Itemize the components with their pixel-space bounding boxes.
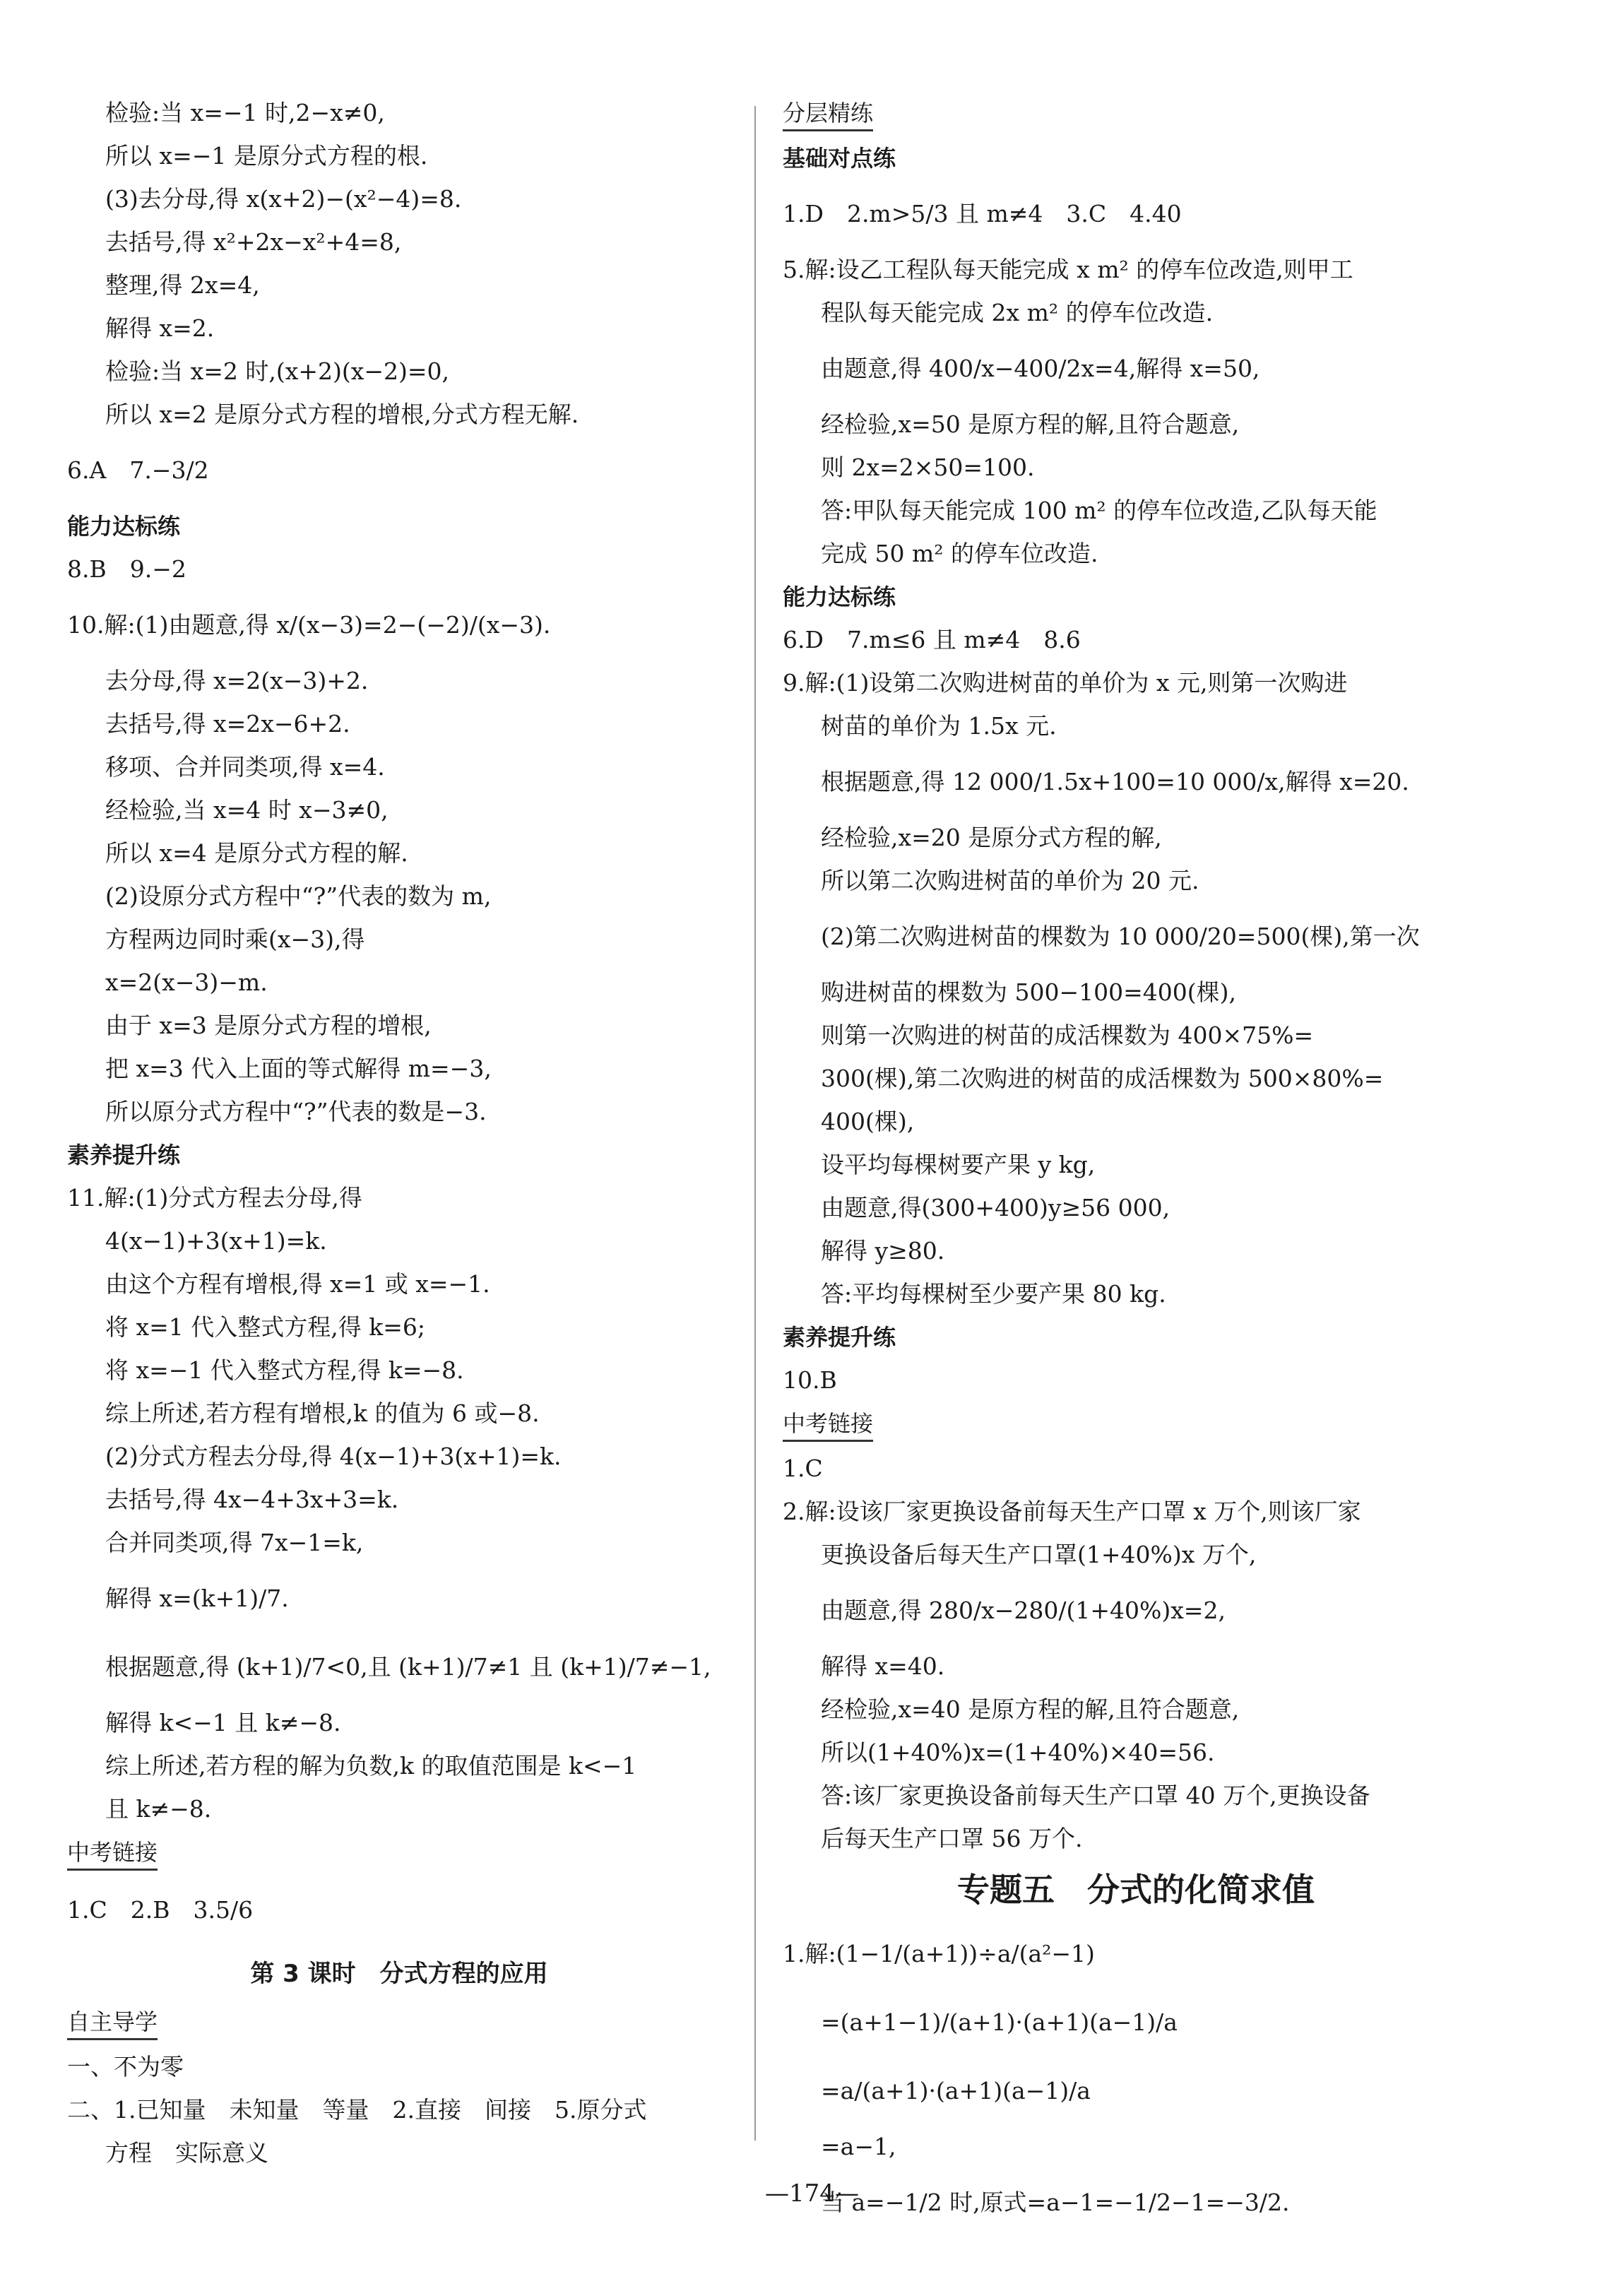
text-line: 合并同类项,得 7x−1=k, [105,1529,364,1556]
text-line: (3)去分母,得 x(x+2)−(x²−4)=8. [105,185,462,213]
text-line: 所以 x=−1 是原分式方程的根. [105,142,428,170]
text-line: 10.B [783,1366,837,1394]
text-line: 根据题意,得 12 000/1.5x+100=10 000/x,解得 x=20. [821,768,1409,795]
text-line: 把 x=3 代入上面的等式解得 m=−3, [105,1055,492,1082]
page-number: —174— [765,2179,859,2208]
text-line: =a−1, [821,2133,896,2160]
text-line: 所以(1+40%)x=(1+40%)×40=56. [821,1739,1215,1766]
text-line: (2)第二次购进树苗的棵数为 10 000/20=500(棵),第一次 [821,923,1420,950]
text-line: 400(棵), [821,1108,915,1135]
text-line: 经检验,x=40 是原方程的解,且符合题意, [821,1695,1240,1723]
text-line: 答:甲队每天能完成 100 m² 的停车位改造,乙队每天能 [821,497,1377,524]
text-line: 经检验,x=20 是原分式方程的解, [821,824,1162,851]
text-line: 9.解:(1)设第二次购进树苗的单价为 x 元,则第一次购进 [783,669,1348,697]
text-line: 解得 y≥80. [821,1237,945,1265]
text-line: 更换设备后每天生产口罩(1+40%)x 万个, [821,1541,1257,1568]
text-line: 根据题意,得 (k+1)/7<0,且 (k+1)/7≠1 且 (k+1)/7≠−1, [105,1653,711,1681]
text-line: x=2(x−3)−m. [105,969,268,996]
section-heading: 分层精练 [783,99,873,131]
text-line: 解得 x=2. [105,314,215,342]
text-line: 由于 x=3 是原分式方程的增根, [105,1012,432,1039]
text-line: 且 k≠−8. [105,1795,212,1823]
text-line: 将 x=−1 代入整式方程,得 k=−8. [105,1356,464,1384]
left-column [67,99,731,2182]
text-line: 经检验,x=50 是原方程的解,且符合题意, [821,410,1240,438]
text-line: 一、不为零 [67,2053,184,2080]
section-heading: 能力达标练 [783,584,896,610]
text-line: 程队每天能完成 2x m² 的停车位改造. [821,299,1214,326]
text-line: 则 2x=2×50=100. [821,454,1035,481]
text-line: 检验:当 x=−1 时,2−x≠0, [105,99,385,126]
text-line: 答:该厂家更换设备前每天生产口罩 40 万个,更换设备 [821,1782,1370,1809]
text-line: 8.B 9.−2 [67,555,186,583]
section-heading: 素养提升练 [67,1142,181,1168]
text-line: 方程 实际意义 [105,2139,268,2167]
text-line: 1.C 2.B 3.5/6 [67,1896,254,1924]
text-line: 6.A 7.−3/2 [67,456,209,484]
text-line: 10.解:(1)由题意,得 x/(x−3)=2−(−2)/(x−3). [67,611,551,639]
text-line: 后每天生产口罩 56 万个. [821,1825,1083,1852]
topic-title: 专题五 分式的化简求值 [957,1871,1315,1909]
text-line: 1.解:(1−1/(a+1))÷a/(a²−1) [783,1940,1095,1967]
text-line: 所以第二次购进树苗的单价为 20 元. [821,867,1199,894]
text-line: 将 x=1 代入整式方程,得 k=6; [105,1313,425,1341]
text-line: 当 a=−1/2 时,原式=a−1=−1/2−1=−3/2. [821,2189,1290,2216]
text-line: 300(棵),第二次购进的树苗的成活棵数为 500×80%= [821,1065,1384,1092]
right-column [783,99,1489,2244]
text-line: 1.C [783,1455,823,1482]
text-line: 综上所述,若方程有增根,k 的值为 6 或−8. [105,1399,540,1427]
text-line: 所以原分式方程中“?”代表的数是−3. [105,1098,487,1125]
text-line: 由题意,得 400/x−400/2x=4,解得 x=50, [821,355,1260,382]
text-line: 去括号,得 x²+2x−x²+4=8, [105,228,402,256]
text-line: 解得 x=(k+1)/7. [105,1585,289,1612]
text-line: 二、1.已知量 未知量 等量 2.直接 间接 5.原分式 [67,2096,647,2124]
text-line: 1.D 2.m>5/3 且 m≠4 3.C 4.40 [783,200,1182,227]
text-line: 所以 x=4 是原分式方程的解. [105,839,408,867]
text-line: 去括号,得 x=2x−6+2. [105,710,350,738]
text-line: 检验:当 x=2 时,(x+2)(x−2)=0, [105,357,449,385]
text-line: 完成 50 m² 的停车位改造. [821,540,1098,567]
text-line: 由题意,得(300+400)y≥56 000, [821,1194,1170,1221]
text-line: 经检验,当 x=4 时 x−3≠0, [105,796,389,824]
text-line: =(a+1−1)/(a+1)·(a+1)(a−1)/a [821,2008,1178,2036]
text-line: 11.解:(1)分式方程去分母,得 [67,1184,362,1212]
section-heading: 中考链接 [783,1409,873,1442]
text-line: 去括号,得 4x−4+3x+3=k. [105,1486,399,1513]
text-line: 整理,得 2x=4, [105,271,260,299]
text-line: 6.D 7.m≤6 且 m≠4 8.6 [783,626,1081,653]
text-line: 树苗的单价为 1.5x 元. [821,712,1057,740]
section-heading: 中考链接 [67,1838,158,1871]
section-heading: 素养提升练 [783,1324,896,1351]
text-line: 则第一次购进的树苗的成活棵数为 400×75%= [821,1022,1314,1049]
text-line: (2)分式方程去分母,得 4(x−1)+3(x+1)=k. [105,1443,562,1470]
text-line: 综上所述,若方程的解为负数,k 的取值范围是 k<−1 [105,1752,637,1780]
text-line: 答:平均每棵树至少要产果 80 kg. [821,1280,1166,1308]
section-heading: 自主导学 [67,2008,158,2040]
section-heading: 能力达标练 [67,513,181,540]
lesson-title: 第 3 课时 分式方程的应用 [250,1960,548,1988]
text-line: 设平均每棵树要产果 y kg, [821,1151,1096,1178]
text-line: 去分母,得 x=2(x−3)+2. [105,667,369,694]
text-line: 移项、合并同类项,得 x=4. [105,753,385,781]
column-divider [754,106,756,2141]
text-line: 由题意,得 280/x−280/(1+40%)x=2, [821,1597,1226,1624]
text-line: 所以 x=2 是原分式方程的增根,分式方程无解. [105,401,579,428]
text-line: 2.解:设该厂家更换设备前每天生产口罩 x 万个,则该厂家 [783,1498,1361,1525]
text-line: 购进树苗的棵数为 500−100=400(棵), [821,978,1236,1006]
text-line: 5.解:设乙工程队每天能完成 x m² 的停车位改造,则甲工 [783,256,1353,283]
text-line: (2)设原分式方程中“?”代表的数为 m, [105,882,492,910]
text-line: 由这个方程有增根,得 x=1 或 x=−1. [105,1270,490,1298]
text-line: 解得 x=40. [821,1652,945,1680]
text-line: 4(x−1)+3(x+1)=k. [105,1227,327,1255]
section-heading: 基础对点练 [783,145,896,172]
text-line: 解得 k<−1 且 k≠−8. [105,1709,341,1736]
text-line: =a/(a+1)·(a+1)(a−1)/a [821,2077,1091,2104]
text-line: 方程两边同时乘(x−3),得 [105,925,365,953]
